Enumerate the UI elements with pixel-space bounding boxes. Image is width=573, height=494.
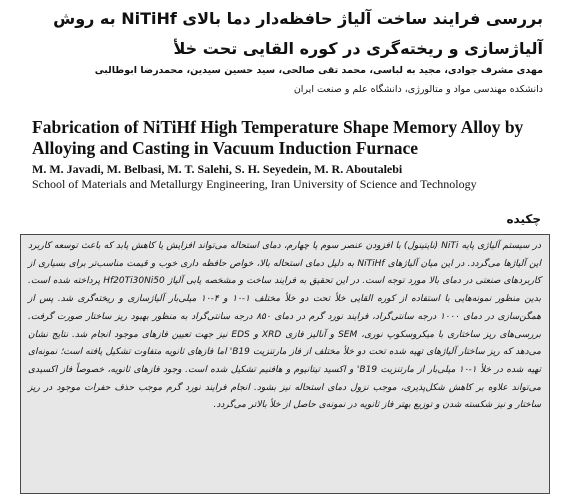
persian-affiliation: دانشکده مهندسی مواد و متالورژی، دانشگاه علم و صنعت ایران <box>293 84 543 95</box>
persian-title: بررسی فرایند ساخت آلیاژ حافظه‌دار دما بالای NiTiHf به روش آلیاژسازی و ریخته‌گری در کوره القایی تحت خلأ <box>53 9 543 58</box>
persian-authors: مهدی مشرف جوادی، مجید به لباسی، محمد تقی صالحی، سید حسین سیدین، محمدرضا ابوطالبی <box>94 65 543 76</box>
english-authors: M. M. Javadi, M. Belbasi, M. T. Salehi, S. H. Seyedein, M. R. Aboutalebi <box>32 162 403 176</box>
abstract-heading: چکیده <box>506 212 541 226</box>
english-affiliation: School of Materials and Metallurgy Engineering, Iran University of Science and Technology <box>32 177 477 191</box>
english-title: Fabrication of NiTiHf High Temperature Shape Memory Alloy by Alloying and Casting in Vacuum Induction Furnace <box>32 117 524 158</box>
abstract-text: در سیستم آلیاژی پایه NiTi (نایتینول) با افزودن عنصر سوم یا چهارم، دمای استحاله می‌تواند افزایش یا کاهش یابد که باعث توسعه کاربرد این آلیاژها می‌گردد. در این میان آلیاژهای NiTiHf به دلیل دمای استحاله بالا، خواص حافظه داری خوب و قیمت مناسب‌تر برای بسیاری از کاربردهای صنعتی در دمای بالا مورد توجه است. در این تحقیق به فرایند ساخت و مشخصه یابی آلیاژ Hf20Ti30Ni50 پرداخته شده است. بدین منظور نمونه‌هایی با استفاده از کوره القایی خلأ تحت دو خلأ مختلف ۱-۱۰ و ۴-۱۰ میلی‌بار آلیاژسازی و ریخته‌گری شد. پس از همگن‌سازی در دمای ۱۰۰۰ درجه سانتی‌گراد، فرایند نورد گرم در دمای ۸۵۰ درجه سانتی‌گراد به منظور بهبود ریز ساختار صورت گرفت. بررسی‌های ریز ساختاری با میکروسکوپ نوری، SEM و آنالیز فازی XRD و EDS نیز جهت تعیین فازهای موجود انجام شد. نتایج نشان می‌دهد که ریز ساختار آلیاژهای تهیه شده تحت دو خلأ مختلف از فاز مارتنزیت B19' اما فازهای ثانویه متفاوت تشکیل یافته است؛ نمونه‌ای تهیه شده در خلأ ۱-۱۰ میلی‌بار از مارتنزیت B19' و اکسید تیتانیوم و هافنیم تشکیل شده است. وجود فازهای ثانویه، خصوصاً فاز اکسیدی می‌تواند علاوه بر کاهش شکل‌پذیری، موجب نزول دمای استحاله نیز بشود. انجام فرایند نورد گرم موجب حذف حفرات موجود در ریز ساختار و نیز شکسته شدن و توزیع بهتر فاز ثانویه در نمونه‌ی حاصل از خلأ بالاتر می‌گردد. <box>28 241 542 411</box>
